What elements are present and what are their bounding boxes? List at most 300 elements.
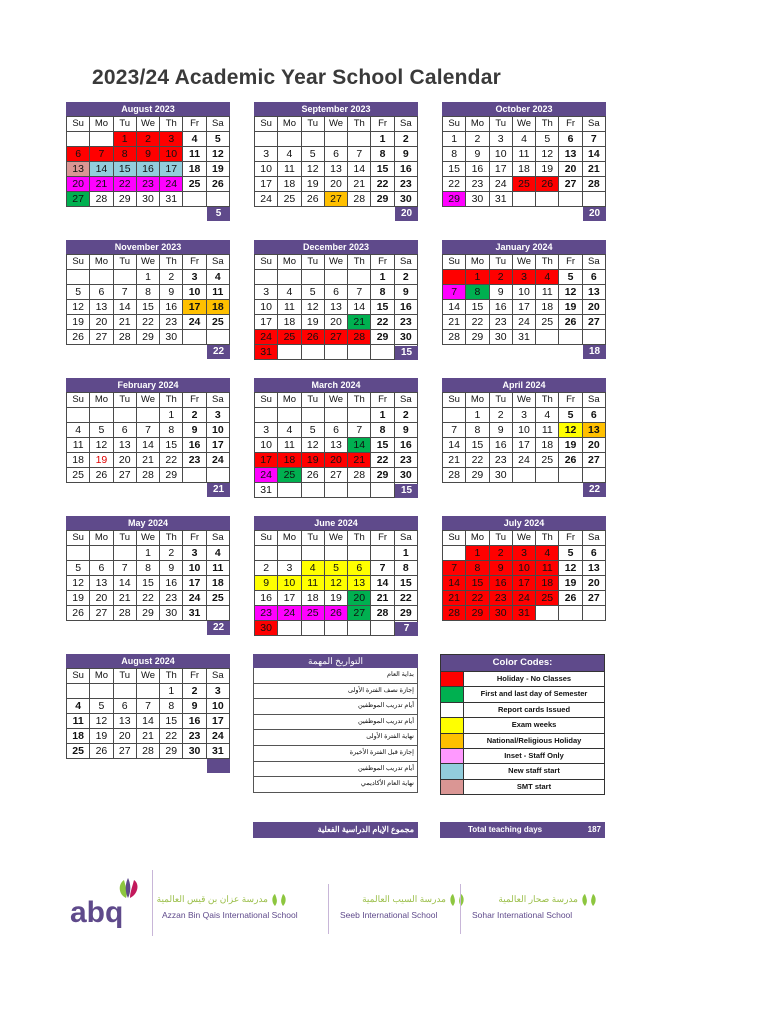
day-cell: 23 [394, 315, 417, 330]
day-cell: 31 [512, 330, 535, 345]
day-cell: 14 [348, 438, 371, 453]
day-cell: 27 [559, 177, 582, 192]
day-cell: 22 [443, 177, 466, 192]
day-cell: 11 [278, 300, 301, 315]
day-cell [90, 684, 113, 699]
weekday-label: Sa [206, 117, 229, 132]
school-logo [468, 892, 608, 936]
day-cell: 5 [301, 147, 324, 162]
weekday-label: Fr [559, 393, 582, 408]
day-cell: 29 [136, 606, 159, 621]
day-cell: 25 [301, 606, 324, 621]
day-cell: 1 [371, 132, 394, 147]
legend-swatch [441, 764, 464, 778]
weekday-label: We [136, 669, 159, 684]
day-cell: 25 [67, 468, 90, 483]
legend-label: First and last day of Semester [480, 689, 588, 699]
weekday-label: Fr [371, 531, 394, 546]
weekday-label: We [136, 255, 159, 270]
day-cell [371, 546, 394, 561]
day-cell: 10 [489, 147, 512, 162]
day-cell: 9 [466, 147, 489, 162]
day-cell [90, 408, 113, 423]
day-cell: 3 [160, 132, 183, 147]
legend-item [440, 749, 605, 764]
day-cell: 27 [582, 315, 605, 330]
day-cell: 23 [183, 729, 206, 744]
day-cell: 25 [536, 453, 559, 468]
day-cell: 3 [206, 684, 229, 699]
day-cell: 8 [466, 285, 489, 300]
day-cell: 28 [113, 330, 136, 345]
weekday-label: Mo [90, 531, 113, 546]
day-cell: 5 [67, 561, 90, 576]
day-cell: 3 [206, 408, 229, 423]
day-cell: 13 [348, 576, 371, 591]
weekday-label: Th [348, 393, 371, 408]
day-cell: 11 [278, 162, 301, 177]
weekday-label: Th [160, 393, 183, 408]
day-cell: 19 [301, 453, 324, 468]
legend-swatch [441, 749, 464, 763]
month-total: 22 [207, 621, 230, 635]
day-cell: 23 [160, 591, 183, 606]
day-cell: 3 [512, 408, 535, 423]
day-cell: 24 [255, 192, 278, 207]
day-cell [67, 684, 90, 699]
weekday-label: Tu [301, 393, 324, 408]
day-cell: 29 [371, 192, 394, 207]
day-cell: 24 [255, 330, 278, 345]
weekday-label: Sa [206, 531, 229, 546]
month-calendar [254, 378, 418, 498]
weekday-label: Fr [183, 117, 206, 132]
day-cell: 14 [136, 714, 159, 729]
day-cell: 9 [160, 561, 183, 576]
day-cell: 13 [90, 576, 113, 591]
day-cell: 13 [67, 162, 90, 177]
weekday-label: Su [255, 117, 278, 132]
school-name-arabic: مدرسة صحار العالمية [498, 894, 578, 904]
month-header: August 2023 [66, 102, 230, 116]
day-cell: 28 [443, 606, 466, 621]
day-cell: 28 [348, 330, 371, 345]
weekday-label: Su [255, 531, 278, 546]
weekday-label: Sa [582, 255, 605, 270]
day-cell: 22 [466, 453, 489, 468]
day-cell: 5 [301, 423, 324, 438]
weekday-label: We [324, 255, 347, 270]
day-cell: 12 [67, 576, 90, 591]
month-total: 20 [583, 207, 606, 221]
day-cell: 9 [255, 576, 278, 591]
day-cell: 9 [489, 561, 512, 576]
day-cell: 22 [466, 591, 489, 606]
day-cell: 20 [324, 315, 347, 330]
day-cell: 30 [489, 330, 512, 345]
color-legend [440, 654, 605, 795]
day-cell: 22 [113, 177, 136, 192]
legend-item [440, 780, 605, 795]
day-cell: 4 [278, 423, 301, 438]
day-cell: 31 [255, 345, 278, 360]
day-cell [536, 468, 559, 483]
day-cell: 18 [206, 300, 229, 315]
day-cell: 9 [183, 423, 206, 438]
day-cell: 6 [90, 285, 113, 300]
weekday-label: Tu [113, 117, 136, 132]
day-cell: 11 [67, 714, 90, 729]
day-cell: 16 [255, 591, 278, 606]
day-cell: 21 [113, 315, 136, 330]
day-cell: 2 [160, 546, 183, 561]
day-cell [113, 684, 136, 699]
day-cell [278, 132, 301, 147]
weekday-label: Mo [278, 117, 301, 132]
day-cell: 14 [90, 162, 113, 177]
day-cell: 26 [301, 468, 324, 483]
weekday-label: Mo [466, 255, 489, 270]
day-cell: 23 [255, 606, 278, 621]
day-cell: 15 [371, 300, 394, 315]
day-cell: 21 [113, 591, 136, 606]
day-cell: 8 [443, 147, 466, 162]
day-cell [113, 270, 136, 285]
abq-wordmark: abq [70, 896, 124, 929]
day-cell: 17 [512, 300, 535, 315]
day-cell: 21 [582, 162, 605, 177]
day-cell: 8 [160, 699, 183, 714]
day-cell: 29 [443, 192, 466, 207]
day-cell: 16 [489, 576, 512, 591]
day-cell: 9 [394, 147, 417, 162]
day-cell: 14 [443, 576, 466, 591]
weekday-label: Fr [371, 255, 394, 270]
day-cell [113, 408, 136, 423]
weekday-label: Su [67, 255, 90, 270]
day-cell: 29 [394, 606, 417, 621]
day-cell: 29 [466, 468, 489, 483]
day-cell: 24 [489, 177, 512, 192]
day-cell: 1 [466, 270, 489, 285]
day-cell: 4 [278, 285, 301, 300]
day-cell: 18 [536, 300, 559, 315]
day-cell: 9 [136, 147, 159, 162]
day-cell: 6 [324, 423, 347, 438]
day-cell: 24 [183, 315, 206, 330]
day-cell [301, 408, 324, 423]
day-cell: 10 [255, 438, 278, 453]
month-total: 20 [395, 207, 418, 221]
day-cell: 31 [206, 744, 229, 759]
day-cell: 27 [113, 744, 136, 759]
legend-item [440, 703, 605, 718]
day-cell: 11 [536, 285, 559, 300]
day-cell: 1 [160, 684, 183, 699]
day-cell: 1 [394, 546, 417, 561]
day-cell: 27 [90, 330, 113, 345]
month-calendar [254, 516, 418, 636]
day-cell: 17 [160, 162, 183, 177]
day-cell: 29 [466, 606, 489, 621]
day-cell: 15 [160, 438, 183, 453]
day-cell: 3 [183, 546, 206, 561]
month-calendar [66, 516, 230, 635]
day-cell: 12 [559, 285, 582, 300]
weekday-label: Th [348, 531, 371, 546]
important-dates-header: التواريخ المهمة [253, 654, 418, 668]
page-title: 2023/24 Academic Year School Calendar [92, 66, 501, 89]
day-cell: 20 [559, 162, 582, 177]
weekday-label: Mo [90, 255, 113, 270]
legend-swatch [441, 734, 464, 748]
day-cell: 5 [559, 270, 582, 285]
day-cell: 20 [582, 576, 605, 591]
weekday-label: Sa [582, 117, 605, 132]
day-cell [324, 270, 347, 285]
day-cell: 19 [559, 576, 582, 591]
month-header: December 2023 [254, 240, 418, 254]
day-cell: 2 [183, 408, 206, 423]
day-cell [206, 330, 229, 345]
weekday-label: We [512, 531, 535, 546]
day-cell: 26 [301, 330, 324, 345]
day-cell: 29 [160, 744, 183, 759]
day-cell [324, 132, 347, 147]
weekday-label: Mo [278, 255, 301, 270]
day-cell: 28 [113, 606, 136, 621]
day-cell: 16 [183, 438, 206, 453]
important-date-item: أيام تدريب الموظفين [253, 762, 418, 778]
day-cell: 22 [136, 591, 159, 606]
day-cell: 28 [443, 330, 466, 345]
day-cell: 2 [136, 132, 159, 147]
day-cell: 23 [136, 177, 159, 192]
day-cell: 12 [90, 438, 113, 453]
weekday-label: Mo [466, 393, 489, 408]
day-cell: 12 [536, 147, 559, 162]
month-calendar [254, 240, 418, 360]
day-cell: 9 [394, 423, 417, 438]
weekday-label: Th [160, 255, 183, 270]
day-cell: 15 [466, 438, 489, 453]
weekday-label: Fr [371, 393, 394, 408]
weekday-label: Sa [582, 393, 605, 408]
day-cell: 3 [183, 270, 206, 285]
weekday-label: Su [67, 393, 90, 408]
day-cell: 24 [206, 453, 229, 468]
day-cell: 15 [466, 300, 489, 315]
day-cell: 8 [371, 423, 394, 438]
day-cell: 24 [255, 468, 278, 483]
weekday-label: We [324, 393, 347, 408]
day-cell [136, 408, 159, 423]
day-cell: 25 [536, 591, 559, 606]
day-cell: 8 [371, 147, 394, 162]
day-cell: 11 [536, 423, 559, 438]
day-cell: 1 [371, 408, 394, 423]
weekday-label: Th [536, 393, 559, 408]
day-cell: 30 [489, 606, 512, 621]
weekday-label: Fr [559, 531, 582, 546]
day-cell: 25 [536, 315, 559, 330]
day-cell [67, 270, 90, 285]
day-cell: 14 [348, 300, 371, 315]
day-cell: 27 [324, 468, 347, 483]
day-cell: 23 [466, 177, 489, 192]
day-cell: 7 [136, 423, 159, 438]
day-cell: 19 [206, 162, 229, 177]
day-cell: 11 [512, 147, 535, 162]
month-total: 22 [207, 345, 230, 359]
day-cell: 1 [466, 408, 489, 423]
day-cell: 19 [67, 591, 90, 606]
day-cell: 19 [301, 315, 324, 330]
day-cell: 18 [278, 315, 301, 330]
day-cell: 28 [136, 744, 159, 759]
day-cell: 27 [348, 606, 371, 621]
day-cell: 31 [489, 192, 512, 207]
school-logo [158, 892, 298, 936]
weekday-label: Su [443, 393, 466, 408]
day-cell: 25 [278, 330, 301, 345]
day-cell [348, 132, 371, 147]
day-cell: 22 [160, 729, 183, 744]
day-cell: 5 [90, 423, 113, 438]
day-cell: 4 [67, 699, 90, 714]
day-cell: 25 [183, 177, 206, 192]
school-name-english: Sohar International School [472, 910, 573, 920]
month-total: 22 [583, 483, 606, 497]
legend-label: Report cards Issued [497, 704, 571, 714]
day-cell: 6 [582, 546, 605, 561]
day-cell: 5 [90, 699, 113, 714]
day-cell: 16 [394, 438, 417, 453]
day-cell [559, 468, 582, 483]
day-cell: 29 [113, 192, 136, 207]
day-cell: 2 [394, 132, 417, 147]
month-calendar [254, 102, 418, 221]
weekday-label: Tu [301, 117, 324, 132]
weekday-label: Fr [183, 393, 206, 408]
total-value: 187 [587, 825, 601, 834]
day-cell [324, 408, 347, 423]
day-cell: 18 [536, 576, 559, 591]
weekday-label: We [324, 117, 347, 132]
day-cell [536, 330, 559, 345]
day-cell: 5 [559, 546, 582, 561]
weekday-label: Sa [206, 669, 229, 684]
day-cell: 31 [512, 606, 535, 621]
day-cell: 17 [278, 591, 301, 606]
day-cell: 22 [371, 315, 394, 330]
month-header: June 2024 [254, 516, 418, 530]
day-cell: 2 [255, 561, 278, 576]
day-cell: 1 [136, 270, 159, 285]
day-cell: 19 [536, 162, 559, 177]
day-cell: 14 [371, 576, 394, 591]
day-cell: 13 [559, 147, 582, 162]
important-date-item: بداية العام [253, 668, 418, 684]
day-cell [67, 546, 90, 561]
day-cell: 2 [394, 408, 417, 423]
day-cell: 7 [136, 699, 159, 714]
day-cell: 23 [489, 315, 512, 330]
day-cell: 20 [324, 453, 347, 468]
day-cell: 4 [301, 561, 324, 576]
day-cell: 18 [206, 576, 229, 591]
day-cell: 11 [206, 561, 229, 576]
weekday-label: Th [348, 117, 371, 132]
weekday-label: Tu [113, 255, 136, 270]
weekday-label: Mo [90, 669, 113, 684]
day-cell: 13 [582, 285, 605, 300]
weekday-label: Mo [278, 531, 301, 546]
day-cell: 5 [324, 561, 347, 576]
day-cell: 8 [466, 561, 489, 576]
day-cell: 21 [90, 177, 113, 192]
day-cell [183, 192, 206, 207]
day-cell [301, 132, 324, 147]
day-cell: 15 [136, 576, 159, 591]
day-cell: 13 [324, 300, 347, 315]
abq-logo [68, 874, 148, 934]
day-cell: 12 [559, 423, 582, 438]
day-cell: 9 [394, 285, 417, 300]
arabic-total-label: مجموع الإيام الدراسية الفعلية [253, 822, 418, 838]
day-cell: 20 [582, 438, 605, 453]
day-cell: 26 [67, 330, 90, 345]
day-cell [278, 408, 301, 423]
month-total: 15 [395, 484, 418, 498]
weekday-label: Fr [371, 117, 394, 132]
day-cell: 20 [582, 300, 605, 315]
day-cell: 16 [160, 300, 183, 315]
day-cell: 3 [512, 546, 535, 561]
important-date-item: أيام تدريب الموظفين [253, 699, 418, 715]
day-cell: 5 [301, 285, 324, 300]
school-name-arabic: مدرسة السيب العالمية [362, 894, 446, 904]
day-cell: 27 [324, 192, 347, 207]
month-header: November 2023 [66, 240, 230, 254]
day-cell: 14 [113, 576, 136, 591]
day-cell [206, 192, 229, 207]
day-cell: 17 [183, 576, 206, 591]
day-cell: 25 [278, 468, 301, 483]
day-cell: 21 [348, 453, 371, 468]
day-cell: 21 [348, 177, 371, 192]
day-cell: 30 [136, 192, 159, 207]
weekday-label: Su [255, 393, 278, 408]
day-cell: 19 [90, 453, 113, 468]
legend-label: Inset - Staff Only [504, 750, 564, 760]
day-cell: 11 [278, 438, 301, 453]
weekday-label: We [136, 117, 159, 132]
day-cell: 31 [255, 483, 278, 498]
day-cell [559, 330, 582, 345]
day-cell: 30 [160, 330, 183, 345]
day-cell: 25 [206, 591, 229, 606]
weekday-label: Sa [394, 255, 417, 270]
day-cell: 4 [206, 270, 229, 285]
legend-swatch [441, 780, 464, 794]
day-cell [512, 468, 535, 483]
day-cell: 17 [489, 162, 512, 177]
important-date-item: نهاية الفترة الأولى [253, 730, 418, 746]
day-cell: 26 [90, 744, 113, 759]
day-cell: 20 [113, 453, 136, 468]
day-cell: 11 [301, 576, 324, 591]
